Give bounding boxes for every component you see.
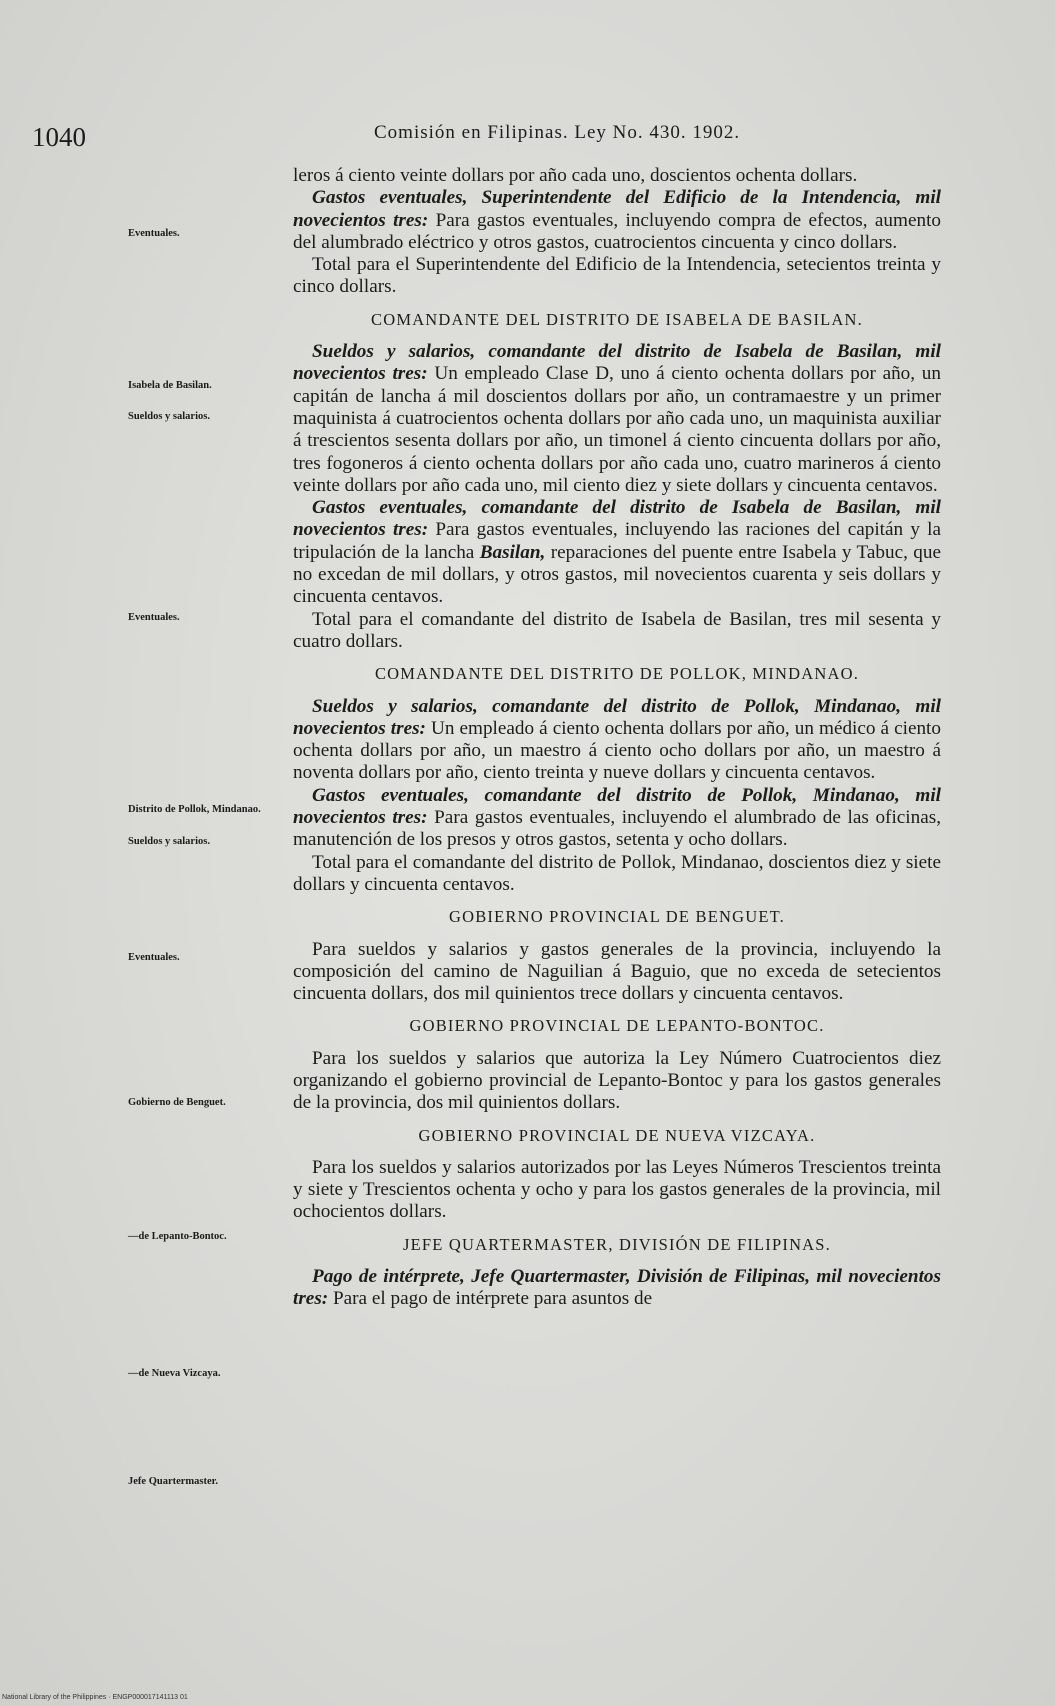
- paragraph-text: Un empleado á ciento ochenta dollars por año, un médico á ciento ochenta dollars por año, un maestro á ciento ocho dollars por año, un maestro á noventa dollars por año, ciento treinta y nueve dollars y cincuenta centavos.: [293, 717, 941, 784]
- italic-heading: Gastos eventuales, comandante del distrito de Pollok, Mindanao, mil novecientos tres:: [293, 784, 941, 829]
- margin-note: Sueldos y salarios.: [128, 836, 210, 847]
- margin-note: Eventuales.: [128, 612, 180, 623]
- page-number: 1040: [32, 122, 86, 152]
- margin-note: Sueldos y salarios.: [128, 411, 210, 422]
- paragraph: Para los sueldos y salarios autorizados por las Leyes Números Trescientos treinta y siete y Trescientos ochenta y ocho y para los gastos generales de la provincia, mil ochocientos dollars.: [293, 1156, 941, 1223]
- margin-note: Eventuales.: [128, 952, 180, 963]
- italic-word: Basilan,: [479, 541, 546, 563]
- paragraph: [293, 785, 941, 852]
- italic-heading: Gastos eventuales, comandante del distrito de Isabela de Basilan, mil novecientos tres:: [293, 497, 941, 541]
- paragraph: [293, 696, 941, 785]
- paragraph: Total para el Superintendente del Edificio de la Intendencia, setecientos treinta y cinco dollars.: [293, 254, 941, 298]
- paragraph-text: Para gastos eventuales, incluyendo compra de efectos, aumento del alumbrado eléctrico y otros gastos, cuatrocientos cincuenta y cinco dollars.: [293, 209, 941, 253]
- paragraph-text: Un empleado Clase D, uno á ciento ochenta dollars por año, un capitán de lancha á mil doscientos dollars por año, un contramaestre y un primer maquinista á cuatrocientos ochenta dollars por año cada uno, un maquinista auxiliar á trescientos sesenta dollars por año, un timonel á ciento cincuenta dollars por año, tres fogoneros á ciento ochenta dollars por año cada uno, cuatro marineros á ciento veinte dollars por año cada uno, mil ciento diez y siete dollars y cincuenta centavos.: [293, 363, 941, 496]
- paragraph-text: Para el pago de intérprete para asuntos de: [328, 1288, 653, 1310]
- running-head: Comisión en Filipinas. Ley No. 430. 1902.: [374, 122, 741, 143]
- paragraph: Para sueldos y salarios y gastos generales de la provincia, incluyendo la composición del camino de Naguilian á Baguio, que no exceda de setecientos cincuenta dollars, dos mil quinientos trece dollars y cincuenta centavos.: [293, 938, 941, 1005]
- margin-note: —de Lepanto-Bontoc.: [128, 1231, 227, 1242]
- scan-footer: National Library of the Philippines · ENGP000017141113 01: [2, 1694, 188, 1701]
- margin-note: Eventuales.: [128, 228, 180, 239]
- italic-heading: Gastos eventuales, Superintendente del Edificio de la Intendencia, mil novecientos tres:: [293, 187, 941, 231]
- paragraph-text: reparaciones del puente entre Isabela y Tabuc, que no excedan de mil dollars, y otros gastos, mil novecientos cuarenta y seis dollars y cincuenta centavos.: [293, 541, 941, 608]
- section-heading: COMANDANTE DEL DISTRITO DE ISABELA DE BASILAN.: [371, 309, 863, 329]
- paragraph: [293, 497, 941, 608]
- margin-note: Isabela de Basilan.: [128, 380, 212, 391]
- section-heading: GOBIERNO PROVINCIAL DE NUEVA VIZCAYA.: [418, 1125, 816, 1145]
- italic-heading: Pago de intérprete, Jefe Quartermaster, División de Filipinas, mil novecientos tres:: [293, 1266, 941, 1310]
- paragraph: Para los sueldos y salarios que autoriza la Ley Número Cuatrocientos diez organizando el gobierno provincial de Lepanto-Bontoc y para los gastos generales de la provincia, dos mil quinientos dollars.: [293, 1047, 941, 1114]
- section-heading: GOBIERNO PROVINCIAL DE LEPANTO-BONTOC.: [409, 1016, 825, 1036]
- paragraph: [293, 1266, 941, 1311]
- margin-note: Distrito de Pollok, Mindanao.: [128, 804, 261, 815]
- paragraph: leros á ciento veinte dollars por año cada uno, doscientos ochenta dollars.: [293, 165, 858, 186]
- section-heading: JEFE QUARTERMASTER, DIVISIÓN DE FILIPINAS.: [403, 1234, 831, 1254]
- paragraph-text: Para gastos eventuales, incluyendo el alumbrado de las oficinas, manutención de los presos y otros gastos, setenta y ocho dollars.: [293, 807, 941, 851]
- paragraph: [293, 187, 941, 254]
- italic-heading: Sueldos y salarios, comandante del distrito de Pollok, Mindanao, mil novecientos tres:: [293, 695, 941, 739]
- paragraph: [293, 341, 941, 497]
- body-text: [293, 165, 941, 1311]
- paragraph: Total para el comandante del distrito de Isabela de Basilan, tres mil sesenta y cuatro dollars.: [293, 608, 941, 652]
- paragraph-text: Para gastos eventuales, incluyendo las raciones del capitán y la tripulación de la lancha: [293, 519, 941, 563]
- margin-note: Gobierno de Benguet.: [128, 1097, 226, 1108]
- section-heading: COMANDANTE DEL DISTRITO DE POLLOK, MINDANAO.: [374, 664, 860, 684]
- italic-heading: Sueldos y salarios, comandante del distrito de Isabela de Basilan, mil novecientos tres:: [293, 341, 941, 385]
- paragraph: Total para el comandante del distrito de Pollok, Mindanao, doscientos diez y siete dollars y cincuenta centavos.: [293, 851, 941, 895]
- margin-note: Jefe Quartermaster.: [128, 1476, 218, 1487]
- margin-note: —de Nueva Vizcaya.: [128, 1368, 221, 1379]
- section-heading: GOBIERNO PROVINCIAL DE BENGUET.: [448, 907, 785, 927]
